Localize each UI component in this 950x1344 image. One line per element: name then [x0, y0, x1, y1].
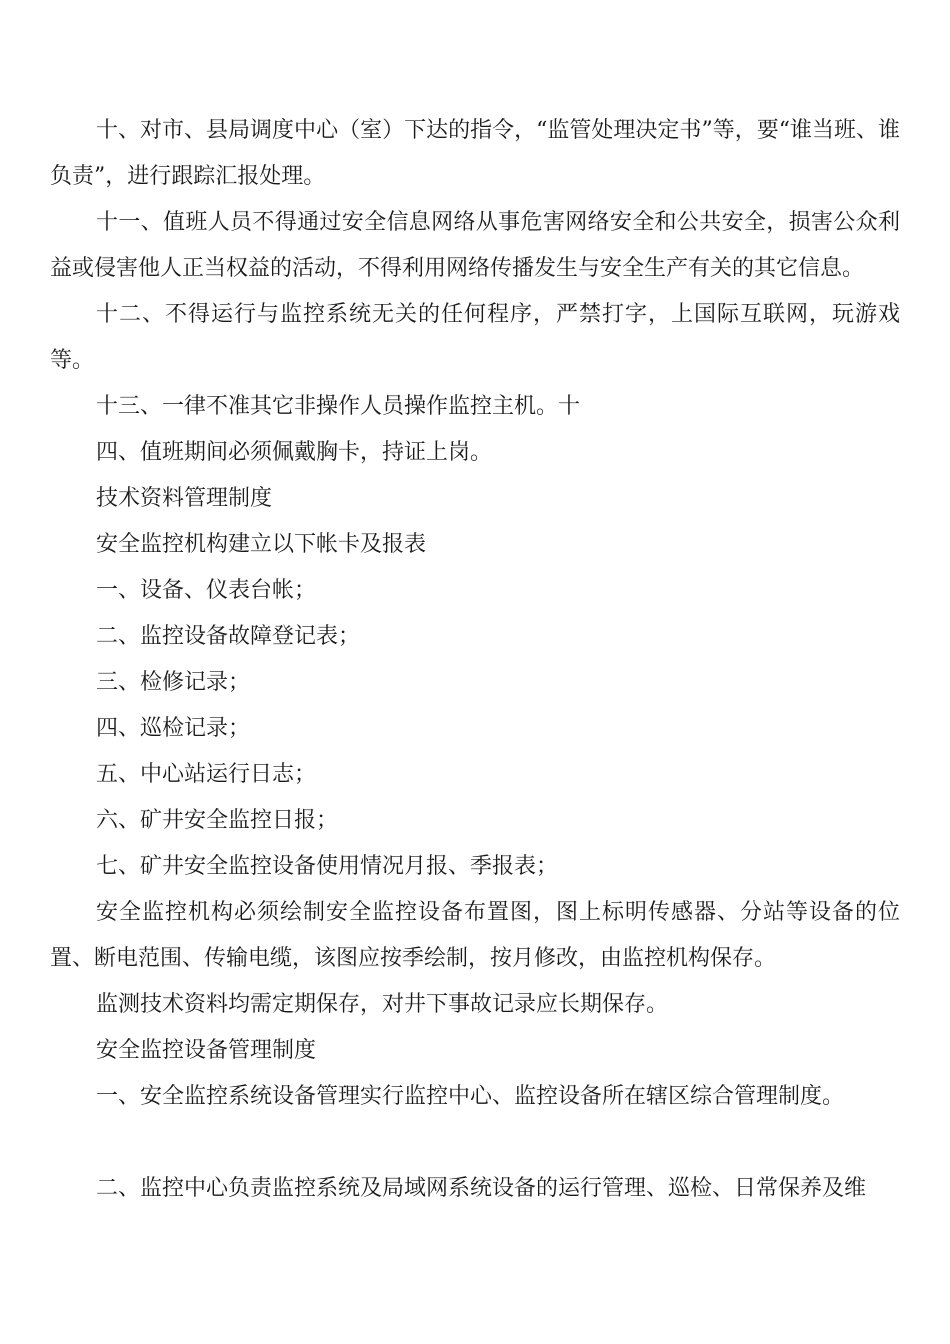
list-item-monthly-quarterly-report: 七、矿井安全监控设备使用情况月报、季报表； [96, 854, 559, 879]
paragraph-spacer [50, 1120, 900, 1166]
paragraph-13-no-unauthorized-operators: 十三、一律不准其它非操作人员操作监控主机。十 [96, 394, 581, 419]
paragraph-11-network-conduct: 十一、值班人员不得通过安全信息网络从事危害网络安全和公共安全，损害公众利益或侵害他人正当权益的活动，不得利用网络传播发生与安全生产有关的其它信息。 [50, 210, 900, 281]
paragraph-14-wear-badge: 四、值班期间必须佩戴胸卡，持证上岗。 [96, 440, 493, 465]
paragraph-10-dispatch-instructions: 十、对市、县局调度中心（室）下达的指令，“监管处理决定书”等，要“谁当班、谁负责”，进行跟踪汇报处理。 [50, 118, 900, 189]
paragraph-records-retention: 监测技术资料均需定期保存，对井下事故记录应长期保存。 [96, 992, 669, 1017]
list-item-maintenance-record: 三、检修记录； [96, 670, 251, 695]
section-heading-equipment-management: 安全监控设备管理制度 [96, 1038, 317, 1063]
paragraph-center-responsibilities: 二、监控中心负责监控系统及局域网系统设备的运行管理、巡检、日常保养及维 [96, 1176, 867, 1201]
paragraph-management-system: 一、安全监控系统设备管理实行监控中心、监控设备所在辖区综合管理制度。 [96, 1084, 845, 1109]
document-body [50, 108, 900, 1212]
paragraph-12-no-unrelated-programs: 十二、不得运行与监控系统无关的任何程序，严禁打字，上国际互联网，玩游戏等。 [50, 302, 900, 373]
section-heading-technical-records: 技术资料管理制度 [96, 486, 273, 511]
paragraph-records-intro: 安全监控机构建立以下帐卡及报表 [96, 532, 427, 557]
list-item-daily-report: 六、矿井安全监控日报； [96, 808, 339, 833]
list-item-equipment-ledger: 一、设备、仪表台帐； [96, 578, 317, 603]
list-item-center-log: 五、中心站运行日志； [96, 762, 317, 787]
list-item-fault-register: 二、监控设备故障登记表； [96, 624, 361, 649]
list-item-inspection-record: 四、巡检记录； [96, 716, 251, 741]
paragraph-layout-drawing: 安全监控机构必须绘制安全监控设备布置图，图上标明传感器、分站等设备的位置、断电范围、传输电缆，该图应按季绘制，按月修改，由监控机构保存。 [50, 900, 900, 971]
